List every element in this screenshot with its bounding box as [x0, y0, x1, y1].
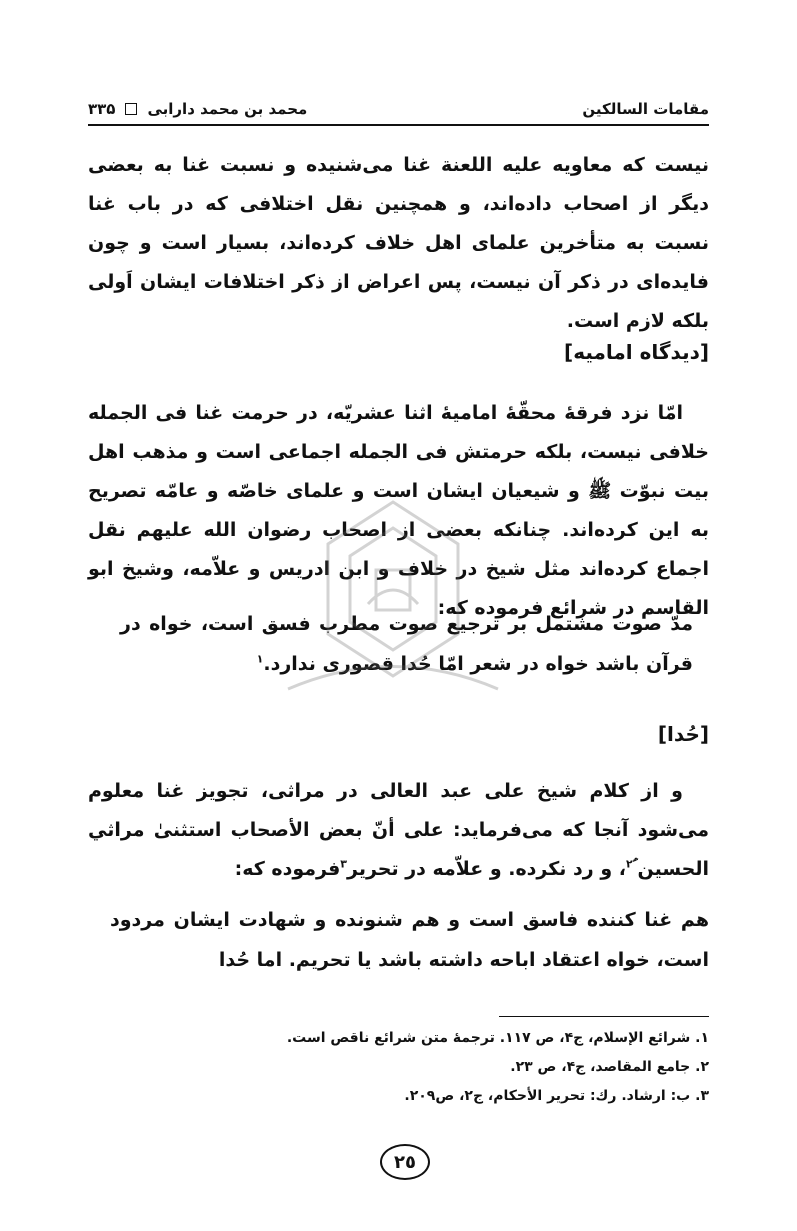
paragraph-1: نیست که معاویه علیه اللعنة غنا می‌شنیده و نسبت غنا به بعضی دیگر از اصحاب داده‌اند، و همچنین نقل اختلافی که در باب غنا نسبت به متأخرین علمای اهل خلاف کرده‌اند، بسیار است و چون فایده‌ای در ذکر آن نیست، پس اعراض از ذکر اختلافات ایشان اَولی بلکه لازم است. [88, 154, 709, 332]
header-author-block [88, 100, 307, 118]
footnote-ref-1: ١ [256, 652, 264, 666]
footnote-1: ١. شرائع الإسلام، ج۴، ص ١١٧. ترجمهٔ متن شرائع ناقص است. [286, 1030, 709, 1046]
paragraph-3 [88, 772, 709, 889]
footnote-ref-2: ٢ [626, 857, 633, 871]
paragraph-3-part-b: ، و رد نکرده. و علاّمه در تحریر [347, 858, 626, 880]
square-icon [125, 103, 137, 115]
footnote-3: ٣. ب: ارشاد. رك: تحریر الأحکام، ج٢، ص٢٠٩. [404, 1088, 709, 1104]
quote-1 [120, 604, 693, 684]
paragraph-3-part-a: و از کلام شیخ علی عبد العالی در مراثی، تجویز غنا معلوم می‌شود آنجا که می‌فرماید: علی أنّ بعض الأصحاب استثنیٰ مراثي الحسین ؑ [88, 780, 709, 880]
paragraph-3-part-c: فرموده که: [234, 858, 341, 880]
header-book-title: مقامات السالکین [582, 100, 709, 118]
header-rule [88, 124, 709, 126]
header-author: محمد بن محمد دارابی [147, 100, 308, 118]
section-heading-imamiyya: [دیدگاه امامیه] [564, 340, 709, 364]
footnote-rule [499, 1016, 709, 1017]
page-number: ٢٥ [380, 1144, 430, 1180]
paragraph-2: امّا نزد فرقهٔ محقّهٔ امامیهٔ اثنا عشریّه، در حرمت غنا فی الجمله خلافی نیست، بلکه حرمتش فی الجمله اجماعی است و مذهب اهل بیت نبوّت ﷺ و شیعیان ایشان است و علمای خاصّه و عامّه تصریح به این کرده‌اند. چنانکه بعضی از اصحاب رضوان الله علیهم نقل اجماع کرده‌اند مثل شیخ در خلاف و ابن ادریس و علاّمه، وشیخ ابو القاسم در شرائع فرموده که: [88, 402, 709, 619]
quote-1-text: مدّ صوت مشتمل بر ترجیع صوت مطرب فسق است، خواه در قرآن باشد خواه در شعر امّا حُدا قصوری ندارد. [120, 613, 693, 675]
footnote-2: ٢. جامع المقاصد، ج۴، ص ٢٣. [510, 1059, 709, 1075]
footnotes [240, 1024, 709, 1111]
header-page-ref: ۳۳۵ [88, 100, 116, 118]
running-header [88, 88, 709, 118]
footnote-ref-3: ٣ [340, 857, 347, 871]
section-heading-huda: [حُدا] [657, 722, 709, 746]
quote-2: هم غنا کننده فاسق است و هم شنونده و شهادت ایشان مردود است، خواه اعتقاد اباحه داشته باشد یا تحریم. اما حُدا [110, 909, 709, 971]
